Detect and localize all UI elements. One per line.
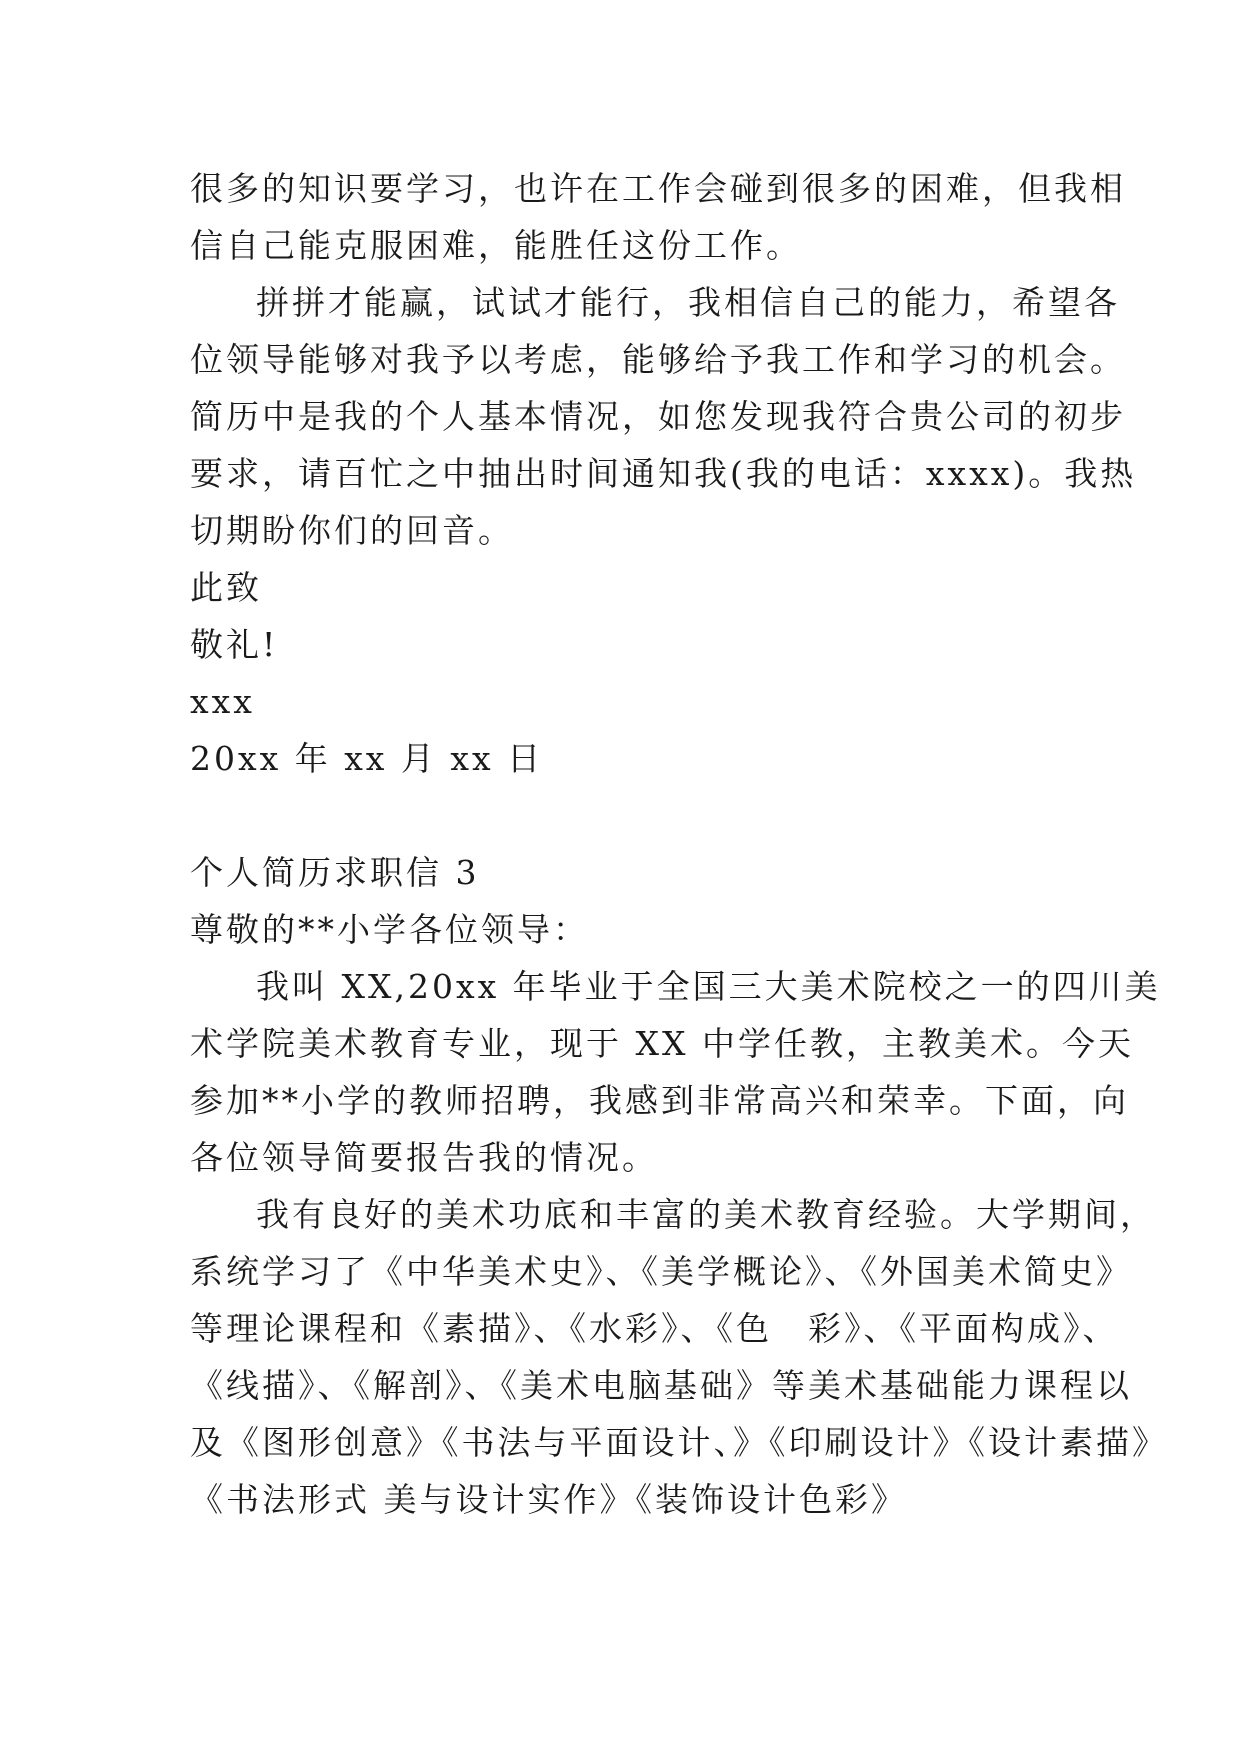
paragraph-line: 简历中是我的个人基本情况，如您发现我符合贵公司的初步 bbox=[190, 397, 1126, 436]
closing-salutation: 此致 bbox=[190, 568, 262, 607]
paragraph-line: 我叫 XX,20xx 年毕业于全国三大美术院校之一的四川美 bbox=[256, 967, 1161, 1006]
paragraph-line: 拼拼才能赢，试试才能行，我相信自己的能力，希望各 bbox=[256, 283, 1120, 322]
paragraph-line: 系统学习了《中华美术史》、《美学概论》、《外国美术简史》 bbox=[190, 1252, 1132, 1291]
paragraph-line: 参加**小学的教师招聘，我感到非常高兴和荣幸。下面，向 bbox=[190, 1081, 1129, 1120]
paragraph-line: 切期盼你们的回音。 bbox=[190, 511, 514, 550]
paragraph-line: 及《图形创意》《书法与平面设计、》《印刷设计》《设计素描》 bbox=[190, 1423, 1168, 1462]
letter-greeting: 尊敬的**小学各位领导： bbox=[190, 910, 589, 949]
paragraph-line: 位领导能够对我予以考虑，能够给予我工作和学习的机会。 bbox=[190, 340, 1126, 379]
closing-regards: 敬礼! bbox=[190, 625, 279, 664]
signature-name: xxx bbox=[190, 682, 255, 721]
paragraph-line: 很多的知识要学习，也许在工作会碰到很多的困难，但我相 bbox=[190, 169, 1126, 208]
paragraph-line: 各位领导简要报告我的情况。 bbox=[190, 1138, 658, 1177]
paragraph-line: 等理论课程和《素描》、《水彩》、《色 彩》、《平面构成》、 bbox=[190, 1309, 1119, 1348]
paragraph-line: 《书法形式 美与设计实作》《装饰设计色彩》 bbox=[190, 1480, 907, 1519]
signature-date: 20xx 年 xx 月 xx 日 bbox=[190, 739, 544, 778]
section-heading: 个人简历求职信 3 bbox=[190, 853, 480, 892]
paragraph-line: 《线描》、《解剖》、《美术电脑基础》等美术基础能力课程以 bbox=[190, 1366, 1132, 1405]
paragraph-line: 要求，请百忙之中抽出时间通知我(我的电话：xxxx)。我热 bbox=[190, 454, 1137, 493]
paragraph-line: 我有良好的美术功底和丰富的美术教育经验。大学期间， bbox=[256, 1195, 1156, 1234]
paragraph-line: 术学院美术教育专业，现于 XX 中学任教，主教美术。今天 bbox=[190, 1024, 1134, 1063]
paragraph-line: 信自己能克服困难，能胜任这份工作。 bbox=[190, 226, 802, 265]
